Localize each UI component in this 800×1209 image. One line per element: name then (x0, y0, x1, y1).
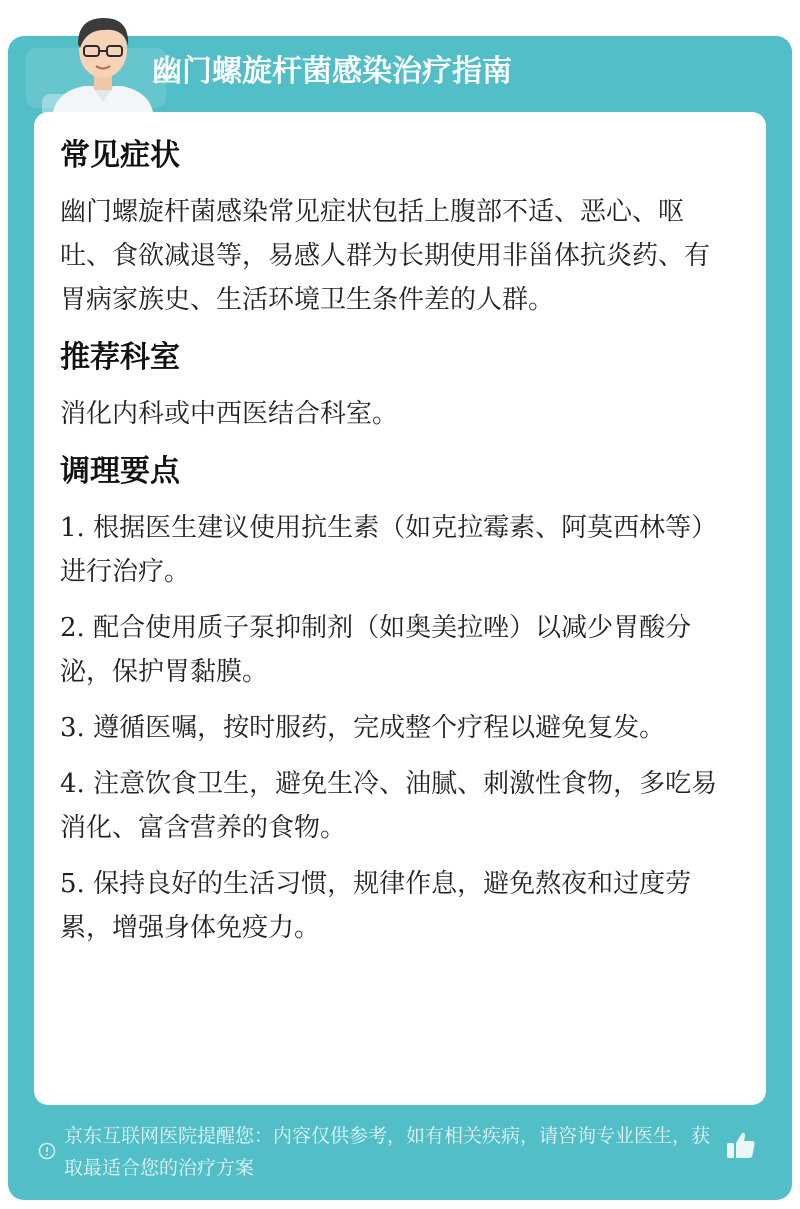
department-heading: 推荐科室 (60, 340, 180, 375)
care-item-number: 2. (60, 613, 85, 643)
care-item-2 (60, 606, 728, 694)
thumbs-up-icon[interactable] (724, 1128, 758, 1162)
footer (34, 1118, 766, 1188)
doctor-avatar-icon (44, 6, 162, 118)
care-item-text: 注意饮食卫生，避免生冷、油腻、刺激性食物，多吃易消化、富含营养的食物。 (60, 769, 718, 843)
care-item-number: 1. (60, 513, 85, 543)
care-item-text: 根据医生建议使用抗生素（如克拉霉素、阿莫西林等）进行治疗。 (60, 513, 718, 587)
symptoms-heading: 常见症状 (60, 138, 180, 173)
care-item-1 (60, 506, 728, 594)
content-card (34, 112, 766, 1105)
care-item-number: 3. (60, 713, 85, 743)
info-icon (38, 1142, 56, 1160)
department-text: 消化内科或中西医结合科室。 (60, 399, 399, 429)
care-item-text: 遵循医嘱，按时服药，完成整个疗程以避免复发。 (93, 713, 666, 743)
care-item-number: 5. (60, 869, 85, 899)
care-heading: 调理要点 (60, 454, 180, 489)
symptoms-text: 幽门螺旋杆菌感染常见症状包括上腹部不适、恶心、呕吐、食欲减退等，易感人群为长期使用非甾体抗炎药、有胃病家族史、生活环境卫生条件差的人群。 (60, 197, 711, 315)
page-title: 幽门螺旋杆菌感染治疗指南 (152, 54, 512, 89)
care-item-text: 保持良好的生活习惯，规律作息，避免熬夜和过度劳累，增强身体免疫力。 (60, 869, 692, 943)
care-item-3 (60, 706, 728, 750)
care-item-4 (60, 762, 728, 850)
disclaimer-text: 京东互联网医院提醒您：内容仅供参考，如有相关疾病，请咨询专业医生，获取最适合您的治疗方案 (64, 1125, 711, 1179)
care-item-5 (60, 862, 728, 950)
care-item-text: 配合使用质子泵抑制剂（如奥美拉唑）以减少胃酸分泌，保护胃黏膜。 (60, 613, 692, 687)
care-item-number: 4. (60, 769, 85, 799)
